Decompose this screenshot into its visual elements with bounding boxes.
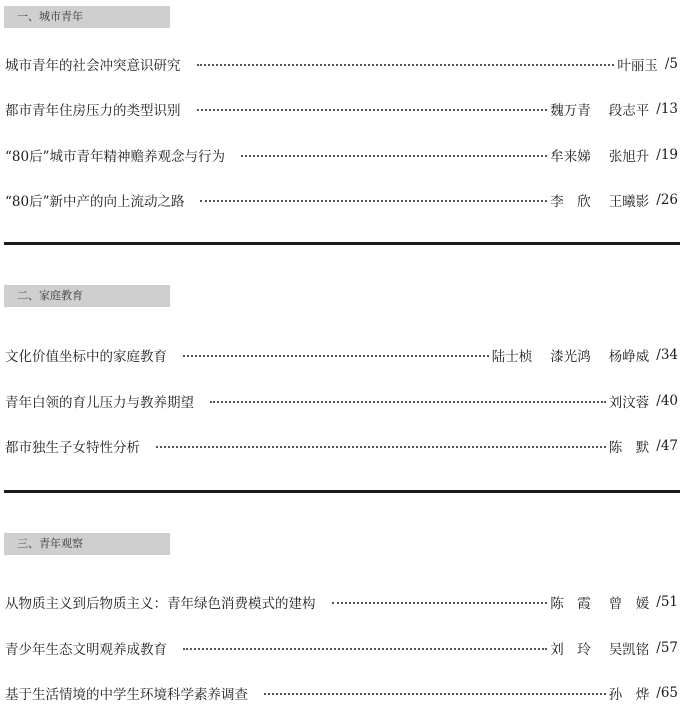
toc-entry[interactable] bbox=[5, 436, 678, 456]
entry-authors: 叶丽玉 bbox=[617, 58, 658, 74]
entry-page: /65 bbox=[656, 685, 678, 701]
section-label: 三、青年观察 bbox=[4, 533, 170, 555]
entry-authors: 陈 霞 曾 媛 bbox=[550, 596, 650, 612]
entry-title: 基于生活情境的中学生环境科学素养调查 bbox=[5, 687, 248, 703]
toc-entry[interactable] bbox=[5, 345, 678, 365]
toc-entry[interactable] bbox=[5, 145, 678, 165]
toc-entry[interactable] bbox=[5, 54, 678, 74]
toc-entry[interactable] bbox=[5, 99, 678, 119]
dot-leader bbox=[197, 109, 548, 111]
entry-page: /5 bbox=[664, 56, 678, 72]
dot-leader bbox=[210, 401, 606, 403]
toc-entry[interactable] bbox=[5, 683, 678, 703]
entry-title: 都市青年住房压力的类型识别 bbox=[5, 103, 181, 119]
dot-leader bbox=[156, 446, 606, 448]
entry-page: /51 bbox=[656, 594, 678, 610]
toc-entry[interactable] bbox=[5, 391, 678, 411]
entry-title: “80后”新中产的向上流动之路 bbox=[5, 194, 185, 210]
toc-entry[interactable] bbox=[5, 190, 678, 210]
entry-authors: 李 欣 王曦影 bbox=[550, 194, 650, 210]
section-label: 一、城市青年 bbox=[4, 6, 170, 28]
section-label: 二、家庭教育 bbox=[4, 285, 170, 307]
entry-authors: 刘 玲 吴凯铭 bbox=[550, 642, 650, 658]
entry-title: 城市青年的社会冲突意识研究 bbox=[5, 58, 181, 74]
dot-leader bbox=[241, 155, 547, 157]
dot-leader bbox=[332, 602, 548, 604]
entry-authors: 刘汶蓉 bbox=[608, 395, 650, 411]
dot-leader bbox=[264, 693, 606, 695]
entry-authors: 孙 烨 bbox=[608, 687, 650, 703]
toc-entry[interactable] bbox=[5, 592, 678, 612]
entry-authors: 陈 默 bbox=[608, 440, 650, 456]
entry-page: /40 bbox=[656, 393, 678, 409]
dot-leader bbox=[183, 648, 547, 650]
entry-authors: 牟来娣 张旭升 bbox=[550, 149, 650, 165]
section-divider bbox=[4, 242, 680, 245]
dot-leader bbox=[183, 355, 489, 357]
entry-page: /26 bbox=[656, 192, 678, 208]
entry-title: 青少年生态文明观养成教育 bbox=[5, 642, 167, 658]
entry-page: /57 bbox=[656, 640, 678, 656]
entry-page: /34 bbox=[656, 347, 678, 363]
toc-entry[interactable] bbox=[5, 638, 678, 658]
entry-title: 青年白领的育儿压力与教养期望 bbox=[5, 395, 194, 411]
entry-authors: 陆士桢 漆光鸿 杨峥威 bbox=[491, 349, 650, 365]
section-divider bbox=[4, 490, 680, 493]
entry-title: 文化价值坐标中的家庭教育 bbox=[5, 349, 167, 365]
entry-title: 都市独生子女特性分析 bbox=[5, 440, 140, 456]
entry-title: “80后”城市青年精神赡养观念与行为 bbox=[5, 149, 225, 165]
dot-leader bbox=[200, 200, 547, 202]
entry-page: /19 bbox=[656, 147, 678, 163]
entry-page: /47 bbox=[656, 438, 678, 454]
entry-authors: 魏万青 段志平 bbox=[550, 103, 650, 119]
entry-page: /13 bbox=[656, 101, 678, 117]
dot-leader bbox=[197, 64, 615, 66]
entry-title: 从物质主义到后物质主义：青年绿色消费模式的建构 bbox=[5, 596, 316, 612]
